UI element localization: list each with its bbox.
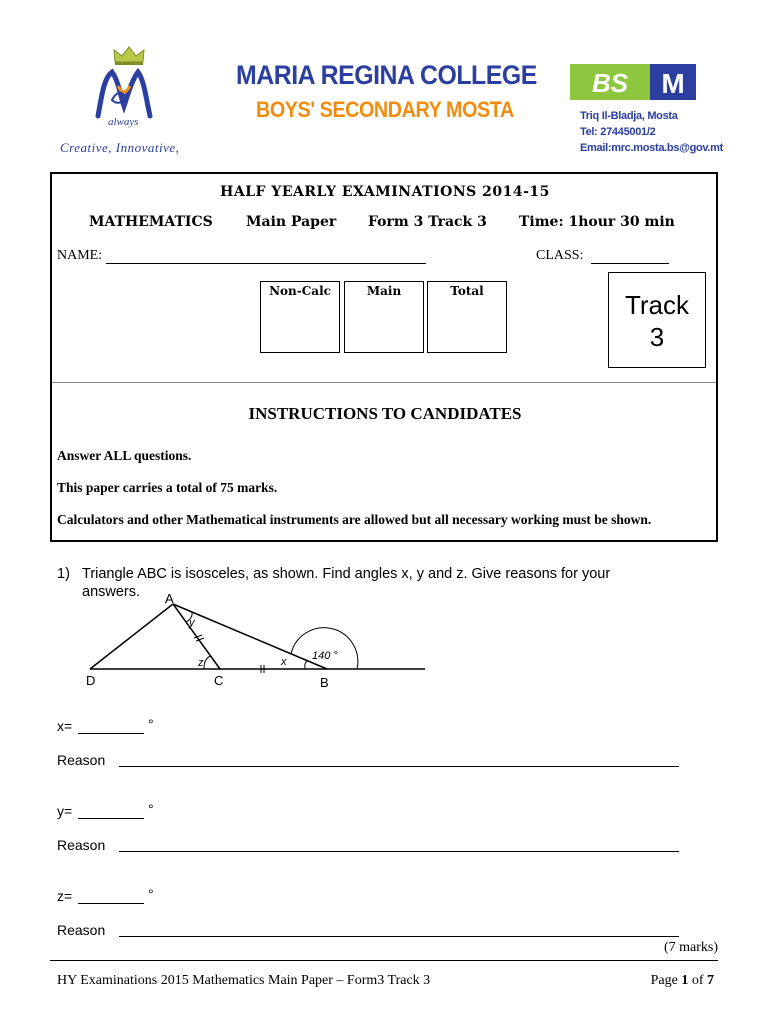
mark-box-total[interactable] xyxy=(427,281,507,353)
reason-label: Reason xyxy=(57,752,106,768)
page-total: 7 xyxy=(707,973,714,988)
vertex-b-label: B xyxy=(320,675,329,690)
svg-text:BS: BS xyxy=(591,68,629,98)
mark-box-label: Total xyxy=(450,284,484,298)
angle-z-label: z xyxy=(198,657,204,669)
reason-label: Reason xyxy=(57,922,106,938)
y-reason-field[interactable] xyxy=(119,851,679,852)
paper-type: Main Paper xyxy=(246,214,337,230)
y-answer-field[interactable] xyxy=(78,818,144,819)
page-number: 1 xyxy=(681,973,689,988)
page-of: of xyxy=(691,973,704,988)
instruction-item: This paper carries a total of 75 marks. xyxy=(57,480,278,495)
subject: MATHEMATICS xyxy=(89,214,213,230)
x-answer-label: x= xyxy=(57,718,73,734)
page-indicator xyxy=(651,973,714,989)
y-answer-label: y= xyxy=(57,803,73,819)
degree-symbol: ° xyxy=(148,886,154,902)
name-field[interactable] xyxy=(106,263,426,264)
exam-title: HALF YEARLY EXAMINATIONS 2014-15 xyxy=(220,184,550,200)
angle-y-label: y xyxy=(189,617,195,629)
divider xyxy=(52,382,716,383)
school-name: BOYS' SECONDARY MOSTA xyxy=(256,97,514,122)
mark-box-non-calc[interactable] xyxy=(260,281,340,353)
college-tagline: Creative, Innovative, xyxy=(60,140,180,155)
bsm-logo xyxy=(570,64,696,100)
degree-symbol: ° xyxy=(148,801,154,817)
form-track: Form 3 Track 3 xyxy=(368,214,487,230)
track-box xyxy=(608,272,706,368)
instruction-item: Answer ALL questions. xyxy=(57,448,192,463)
footer-divider xyxy=(50,960,718,961)
crown-icon xyxy=(112,44,146,66)
address-street: Triq Il-Bladja, Mosta xyxy=(580,110,678,122)
exam-time: Time: 1hour 30 min xyxy=(519,214,675,230)
instruction-item: Calculators and other Mathematical instruments are allowed but all necessary working must be shown. xyxy=(57,512,652,527)
reason-label: Reason xyxy=(57,837,106,853)
college-monogram-logo xyxy=(92,64,156,124)
angle-x-label: x xyxy=(281,656,287,668)
instructions-heading: INSTRUCTIONS TO CANDIDATES xyxy=(248,404,522,423)
motto-word: always xyxy=(108,116,139,128)
svg-text:M: M xyxy=(661,68,685,99)
triangle-diagram xyxy=(80,588,440,693)
z-answer-field[interactable] xyxy=(78,903,144,904)
class-label: CLASS: xyxy=(536,248,584,263)
z-answer-label: z= xyxy=(57,888,73,904)
track-number: 3 xyxy=(649,322,665,352)
college-name: MARIA REGINA COLLEGE xyxy=(236,60,537,90)
question-number: 1) xyxy=(57,566,70,582)
question-text: Triangle ABC is isosceles, as shown. Find angles x, y and z. Give reasons for your xyxy=(82,566,611,582)
address-phone: Tel: 27445001/2 xyxy=(580,126,656,138)
vertex-c-label: C xyxy=(214,673,224,688)
mark-box-main[interactable] xyxy=(344,281,424,353)
address-email: Email:mrc.mosta.bs@gov.mt xyxy=(580,142,724,154)
footer-title: HY Examinations 2015 Mathematics Main Paper – Form3 Track 3 xyxy=(57,973,431,988)
mark-box-label: Non-Calc xyxy=(269,284,331,298)
x-answer-field[interactable] xyxy=(78,733,144,734)
vertex-a-label: A xyxy=(165,591,174,606)
degree-symbol: ° xyxy=(148,716,154,732)
school-address xyxy=(580,108,723,156)
angle-140-label: 140 ° xyxy=(312,650,338,662)
x-reason-field[interactable] xyxy=(119,766,679,767)
name-label: NAME: xyxy=(57,248,103,263)
mark-box-label: Main xyxy=(366,284,402,298)
track-word: Track xyxy=(624,290,690,320)
vertex-d-label: D xyxy=(86,673,96,688)
question-text-cont: answers. xyxy=(82,584,141,600)
class-field[interactable] xyxy=(591,263,669,264)
z-reason-field[interactable] xyxy=(119,936,679,937)
marks-indicator: (7 marks) xyxy=(663,940,718,955)
page-prefix: Page xyxy=(650,973,678,988)
